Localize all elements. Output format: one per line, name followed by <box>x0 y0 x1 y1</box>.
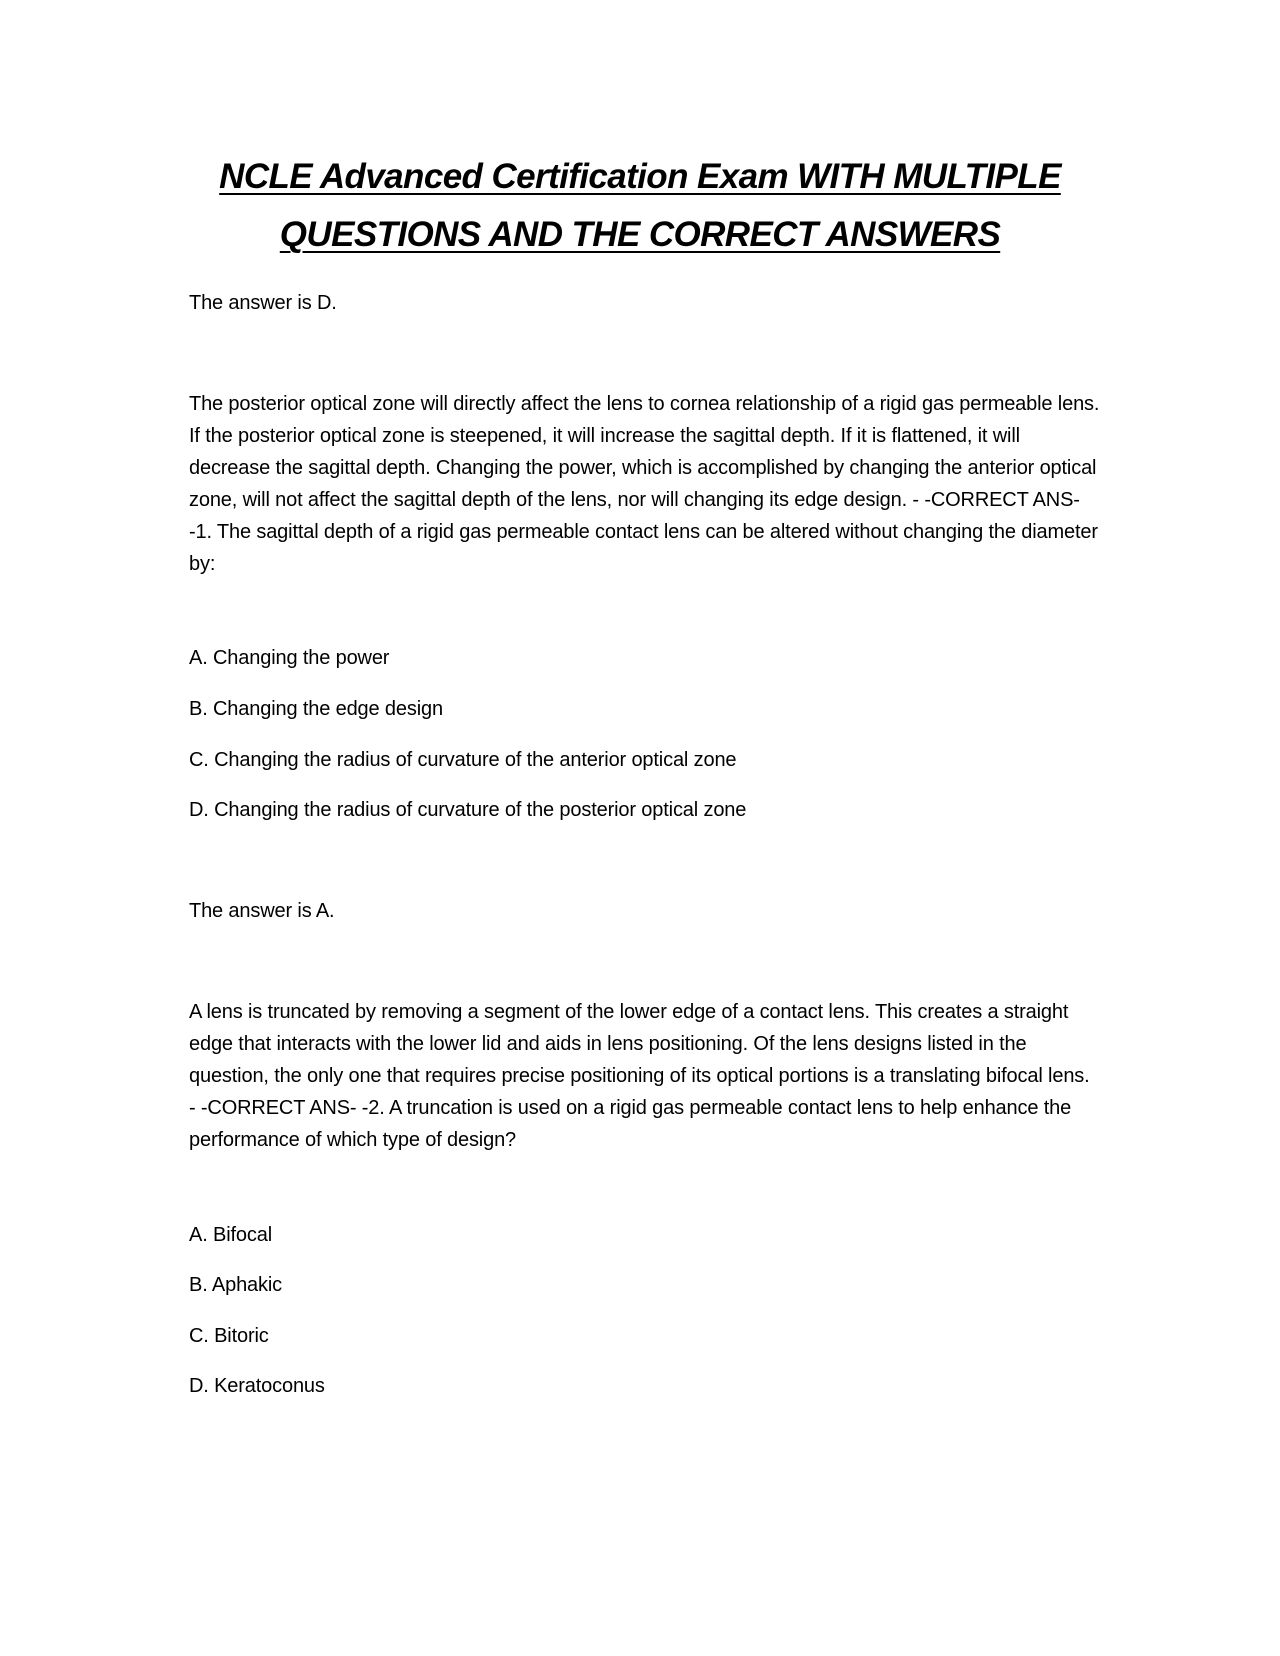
previous-answer: The answer is D. <box>189 292 337 314</box>
q2-option-c: C. Bitoric <box>189 1325 269 1347</box>
explanation-question-2: A lens is truncated by removing a segment of the lower edge of a contact lens. This creates a straight edge that interacts with the lower lid and aids in lens positioning. Of the lens designs listed in the question, the only one that requires precise positioning of its optical portions is a translating bifocal lens. - -CORRECT ANS- -2. A truncation is used on a rigid gas permeable contact lens to help enhance the performance of which type of design? <box>189 1001 1090 1151</box>
q1-option-a: A. Changing the power <box>189 647 390 669</box>
q2-option-d: D. Keratoconus <box>189 1375 325 1397</box>
q1-option-b: B. Changing the edge design <box>189 698 443 720</box>
q1-option-c: C. Changing the radius of curvature of the anterior optical zone <box>189 749 737 771</box>
answer-question-1: The answer is A. <box>189 900 335 922</box>
q2-option-a: A. Bifocal <box>189 1224 272 1246</box>
explanation-question-1: The posterior optical zone will directly affect the lens to cornea relationship of a rigid gas permeable lens. If the posterior optical zone is steepened, it will increase the sagittal depth. If it is flattened, it will decrease the sagittal depth. Changing the power, which is accomplished by changing the anterior optical zone, will not affect the sagittal depth of the lens, nor will changing its edge design. - -CORRECT ANS- -1. The sagittal depth of a rigid gas permeable contact lens can be altered without changing the diameter by: <box>189 393 1100 575</box>
q2-option-b: B. Aphakic <box>189 1274 283 1296</box>
title-line-2: QUESTIONS AND THE CORRECT ANSWERS <box>279 215 1001 254</box>
document-title <box>150 148 1130 264</box>
title-line-1: NCLE Advanced Certification Exam WITH MULTIPLE <box>219 157 1061 196</box>
q1-option-d: D. Changing the radius of curvature of the posterior optical zone <box>189 799 747 821</box>
